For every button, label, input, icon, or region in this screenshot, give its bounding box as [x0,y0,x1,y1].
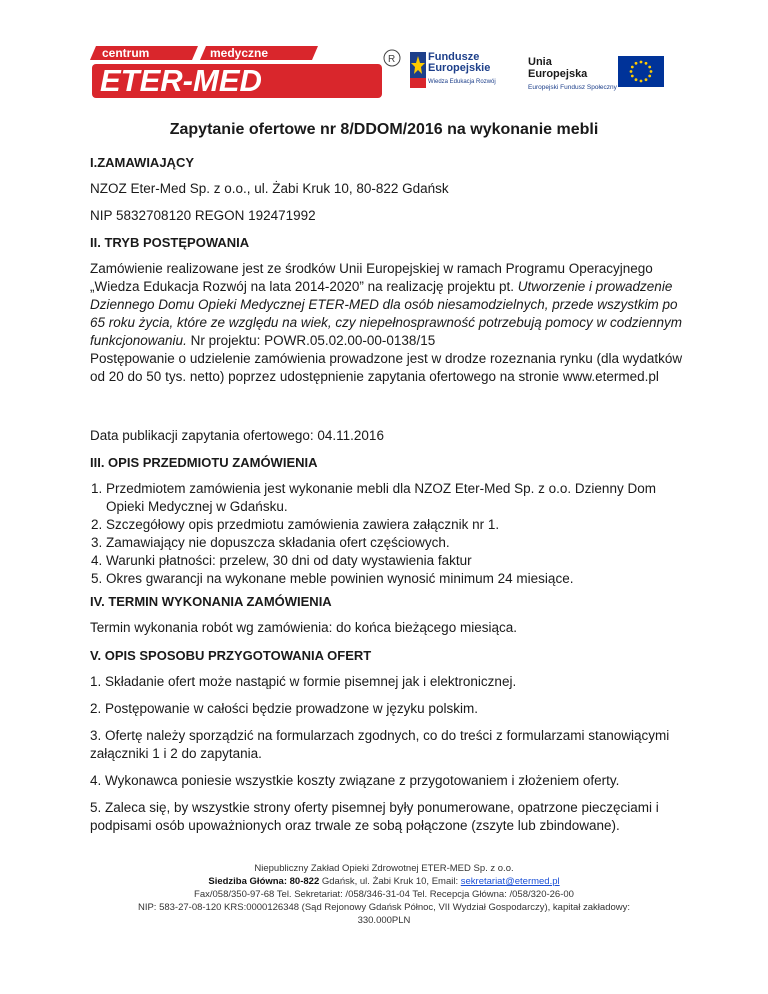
logo-top-text-2: medyczne [210,46,269,60]
section-heading: V. OPIS SPOSOBU PRZYGOTOWANIA OFERT [90,648,372,663]
eu-flag-icon [618,56,664,87]
footer-company: Niepubliczny Zakład Opieki Zdrowotnej ETER-MED Sp. z o.o. [254,863,514,874]
offer-rule-1: 1. Składanie ofert może nastąpić w formie pisemnej jak i elektronicznej. [90,674,517,689]
document-title: Zapytanie ofertowe nr 8/DDOM/2016 na wykonanie mebli [169,121,599,138]
section-heading: IV. TERMIN WYKONANIA ZAMÓWIENIA [90,594,332,609]
offer-rule-2: 2. Postępowanie w całości będzie prowadzone w języku polskim. [90,701,478,716]
deadline-text: Termin wykonania robót wg zamówienia: do końca bieżącego miesiąca. [90,620,517,635]
etermed-logo [88,44,408,100]
email-link[interactable]: sekretariat@etermed.pl [460,876,560,887]
list-item: 1. Przedmiotem zamówienia jest wykonanie mebli dla NZOZ Eter-Med Sp. z o.o. Dzienny Dom Opieki Medycznej w Gdańsku. [106,480,690,516]
section-1 [90,154,690,172]
section-heading: I.ZAMAWIAJĄCY [90,155,194,170]
section-heading: III. OPIS PRZEDMIOTU ZAMÓWIENIA [90,455,318,470]
offer-rule-4: 4. Wykonawca poniesie wszystkie koszty związane z przygotowaniem i złożeniem oferty. [90,773,620,788]
footer-registry: NIP: 583-27-08-120 KRS:0000126348 (Sąd Rejonowy Gdańsk Północ, VII Wydział Gospodarczy), kapitał zakładowy: [137,902,631,913]
svg-text:R: R [388,54,396,65]
eu-title: Unia Europejska [528,56,588,80]
offer-rule-3: 3. Ofertę należy sporządzić na formularzach zgodnych, co do treści z formularzami stanowiącymi załączniki 1 i 2 do zapytania. [90,728,670,761]
procedure-paragraph: Zamówienie realizowane jest ze środków Unii Europejskiej w ramach Programu Operacyjnego „Wiedza Edukacja Rozwój na lata 2014-2020” na realizację projektu pt. Utworzenie i prowadzenie Dziennego Domu Opieki Medycznej ETER-MED dla osób niesamodzielnych, przede wszystkim po 65 roku życia, które ze względu na wiek, czy niepełnosprawność potrzebują pomocy w codziennym funkcjonowaniu. Nr projektu: POWR.05.02.00-00-0138/15 Postępowanie o udzielenie zamówienia prowadzone jest w drodze rozeznania rynku (dla wydatków od 20 do 50 tys. netto) poprzez udostępnienie zapytania ofertowego na stronie www.etermed.pl [90,260,690,386]
footer-address: Siedziba Główna: 80-822 Gdańsk, ul. Żabi Kruk 10, Email: sekretariat@etermed.pl [208,876,560,887]
footer-phones: Fax/058/350-97-68 Tel. Sekretariat: /058/346-31-04 Tel. Recepcja Główna: /058/320-26-00 [194,889,574,900]
logo-main-text: ETER-MED [100,63,262,98]
orderer-ids: NIP 5832708120 REGON 192471992 [90,208,316,223]
document-footer [0,862,768,927]
list-item: 5. Okres gwarancji na wykonane meble powinien wynosić minimum 24 miesiące. [106,570,690,588]
list-item: 2. Szczegółowy opis przedmiotu zamówienia zawiera załącznik nr 1. [106,516,690,534]
logo-top-text-1: centrum [102,46,150,60]
document-header [0,0,768,110]
section-heading: II. TRYB POSTĘPOWANIA [90,235,250,250]
order-subject-list [90,480,690,588]
offer-rule-5: 5. Zaleca się, by wszystkie strony oferty pisemnej były ponumerowane, opatrzone pieczęciami i podpisami osób upoważnionych oraz trwale ze sobą połączone (zszyte lub zbindowane). [90,800,659,833]
list-item: 3. Zamawiający nie dopuszcza składania ofert częściowych. [106,534,690,552]
orderer-address: NZOZ Eter-Med Sp. z o.o., ul. Żabi Kruk 10, 80-822 Gdańsk [90,181,449,196]
footer-capital: 330.000PLN [357,915,411,926]
publication-date: Data publikacji zapytania ofertowego: 04.11.2016 [90,428,384,443]
fe-star-icon [410,52,426,88]
procedure-mode: Postępowanie o udzielenie zamówienia prowadzone jest w drodze rozeznania rynku (dla wydatków od 20 do 50 tys. netto) poprzez udostępnienie zapytania ofertowego na stronie www.etermed.pl [90,351,683,384]
fe-title: Fundusze Europejskie [428,51,491,74]
eu-label [528,56,617,91]
eu-subtitle: Europejski Fundusz Społeczny [528,84,617,91]
fundusze-europejskie-logo [410,52,520,92]
list-item: 4. Warunki płatności: przelew, 30 dni od daty wystawienia faktur [106,552,690,570]
fe-subtitle: Wiedza Edukacja Rozwój [428,79,496,85]
